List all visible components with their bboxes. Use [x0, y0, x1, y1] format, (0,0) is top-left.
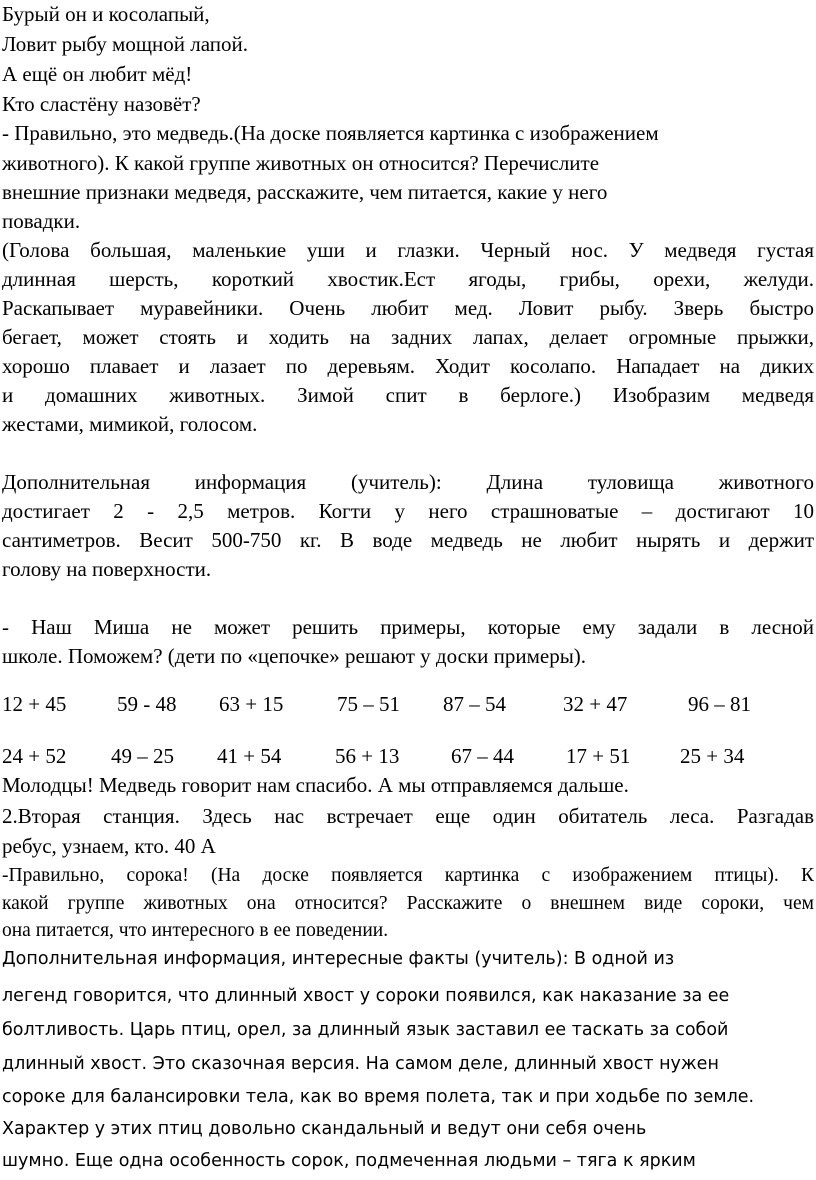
p6-line-3: она питается, что интересного в ее поведении. — [2, 920, 389, 941]
math-example: 67 – 44 — [451, 744, 514, 768]
math-example: 75 – 51 — [337, 692, 400, 716]
p2-line-6: и домашних животных. Зимой спит в берлоге.) Изобразим медведя — [2, 383, 814, 407]
p2-line-2: длинная шерсть, короткий хвостик.Ест ягоды, грибы, орехи, желуди. — [2, 267, 814, 291]
p2-line-1: (Голова большая, маленькие уши и глазки. Черный нос. У медведя густая — [2, 238, 814, 262]
math-example: 24 + 52 — [2, 744, 67, 768]
math-example: 63 + 15 — [219, 692, 284, 716]
p7-line-3: болтливость. Царь птиц, орел, за длинный язык заставил ее таскать за собой — [2, 1020, 729, 1040]
p4-line-2: школе. Поможем? (дети по «цепочке» решают у доски примеры). — [2, 644, 587, 668]
p3-line-2: достигает 2 - 2,5 метров. Когти у него страшноватые – достигают 10 — [2, 499, 814, 523]
p7-line-6: Характер у этих птиц довольно скандальный и ведут они себя очень — [2, 1119, 647, 1139]
p2-line-5: хорошо плавает и лазает по деревьям. Ходит косолапо. Нападает на диких — [2, 354, 814, 378]
p4-line-1: - Наш Миша не может решить примеры, которые ему задали в лесной — [2, 615, 814, 639]
p2-line-4: бегает, может стоять и ходить на задних лапах, делает огромные прыжки, — [2, 325, 814, 349]
p1-line-3: внешние признаки медведя, расскажите, чем питается, какие у него — [2, 180, 608, 204]
math-example: 49 – 25 — [111, 744, 174, 768]
p1-line-1: - Правильно, это медведь.(На доске появляется картинка с изображением — [2, 121, 659, 145]
math-example: 56 + 13 — [335, 744, 400, 768]
p2-line-7: жестами, мимикой, голосом. — [2, 412, 258, 436]
p6-line-1: -Правильно, сорока! (На доске появляется картинка с изображением птицы). К — [2, 865, 814, 886]
p3-line-1: Дополнительная информация (учитель): Длина туловища животного — [2, 470, 814, 494]
p7-line-1: Дополнительная информация, интересные факты (учитель): В одной из — [2, 949, 675, 969]
poem-line-1: Бурый он и косолапый, — [2, 2, 210, 26]
math-example: 32 + 47 — [563, 692, 628, 716]
p5-line-3: ребус, узнаем, кто. 40 А — [2, 834, 216, 858]
p3-line-4: голову на поверхности. — [2, 557, 212, 581]
p7-line-4: длинный хвост. Это сказочная версия. На самом деле, длинный хвост нужен — [2, 1054, 719, 1074]
poem-line-2: Ловит рыбу мощной лапой. — [2, 32, 248, 56]
p7-line-5: сороке для балансировки тела, как во время полета, так и при ходьбе по земле. — [2, 1087, 755, 1107]
p5-line-2: 2.Вторая станция. Здесь нас встречает еще один обитатель леса. Разгадав — [2, 804, 814, 828]
math-example: 87 – 54 — [443, 692, 506, 716]
poem-line-3: А ещё он любит мёд! — [2, 62, 193, 86]
math-example: 12 + 45 — [2, 692, 67, 716]
math-example: 17 + 51 — [566, 744, 631, 768]
p7-line-7: шумно. Еще одна особенность сорок, подмеченная людьми – тяга к ярким — [2, 1151, 696, 1171]
p1-line-4: повадки. — [2, 209, 81, 233]
p1-line-2: животного). К какой группе животных он относится? Перечислите — [2, 151, 600, 175]
math-example: 96 – 81 — [688, 692, 751, 716]
math-example: 59 - 48 — [117, 692, 177, 716]
math-example: 41 + 54 — [217, 744, 282, 768]
math-example: 25 + 34 — [680, 744, 745, 768]
p2-line-3: Раскапывает муравейники. Очень любит мед. Ловит рыбу. Зверь быстро — [2, 296, 814, 320]
p3-line-3: сантиметров. Весит 500-750 кг. В воде медведь не любит нырять и держит — [2, 528, 814, 552]
poem-line-4: Кто сластёну назовёт? — [2, 92, 201, 116]
p7-line-2: легенд говорится, что длинный хвост у сороки появился, как наказание за ее — [2, 986, 730, 1006]
p5-line-1: Молодцы! Медведь говорит нам спасибо. А мы отправляемся дальше. — [2, 773, 629, 797]
p6-line-2: какой группе животных она относится? Расскажите о внешнем виде сороки, чем — [2, 893, 814, 914]
